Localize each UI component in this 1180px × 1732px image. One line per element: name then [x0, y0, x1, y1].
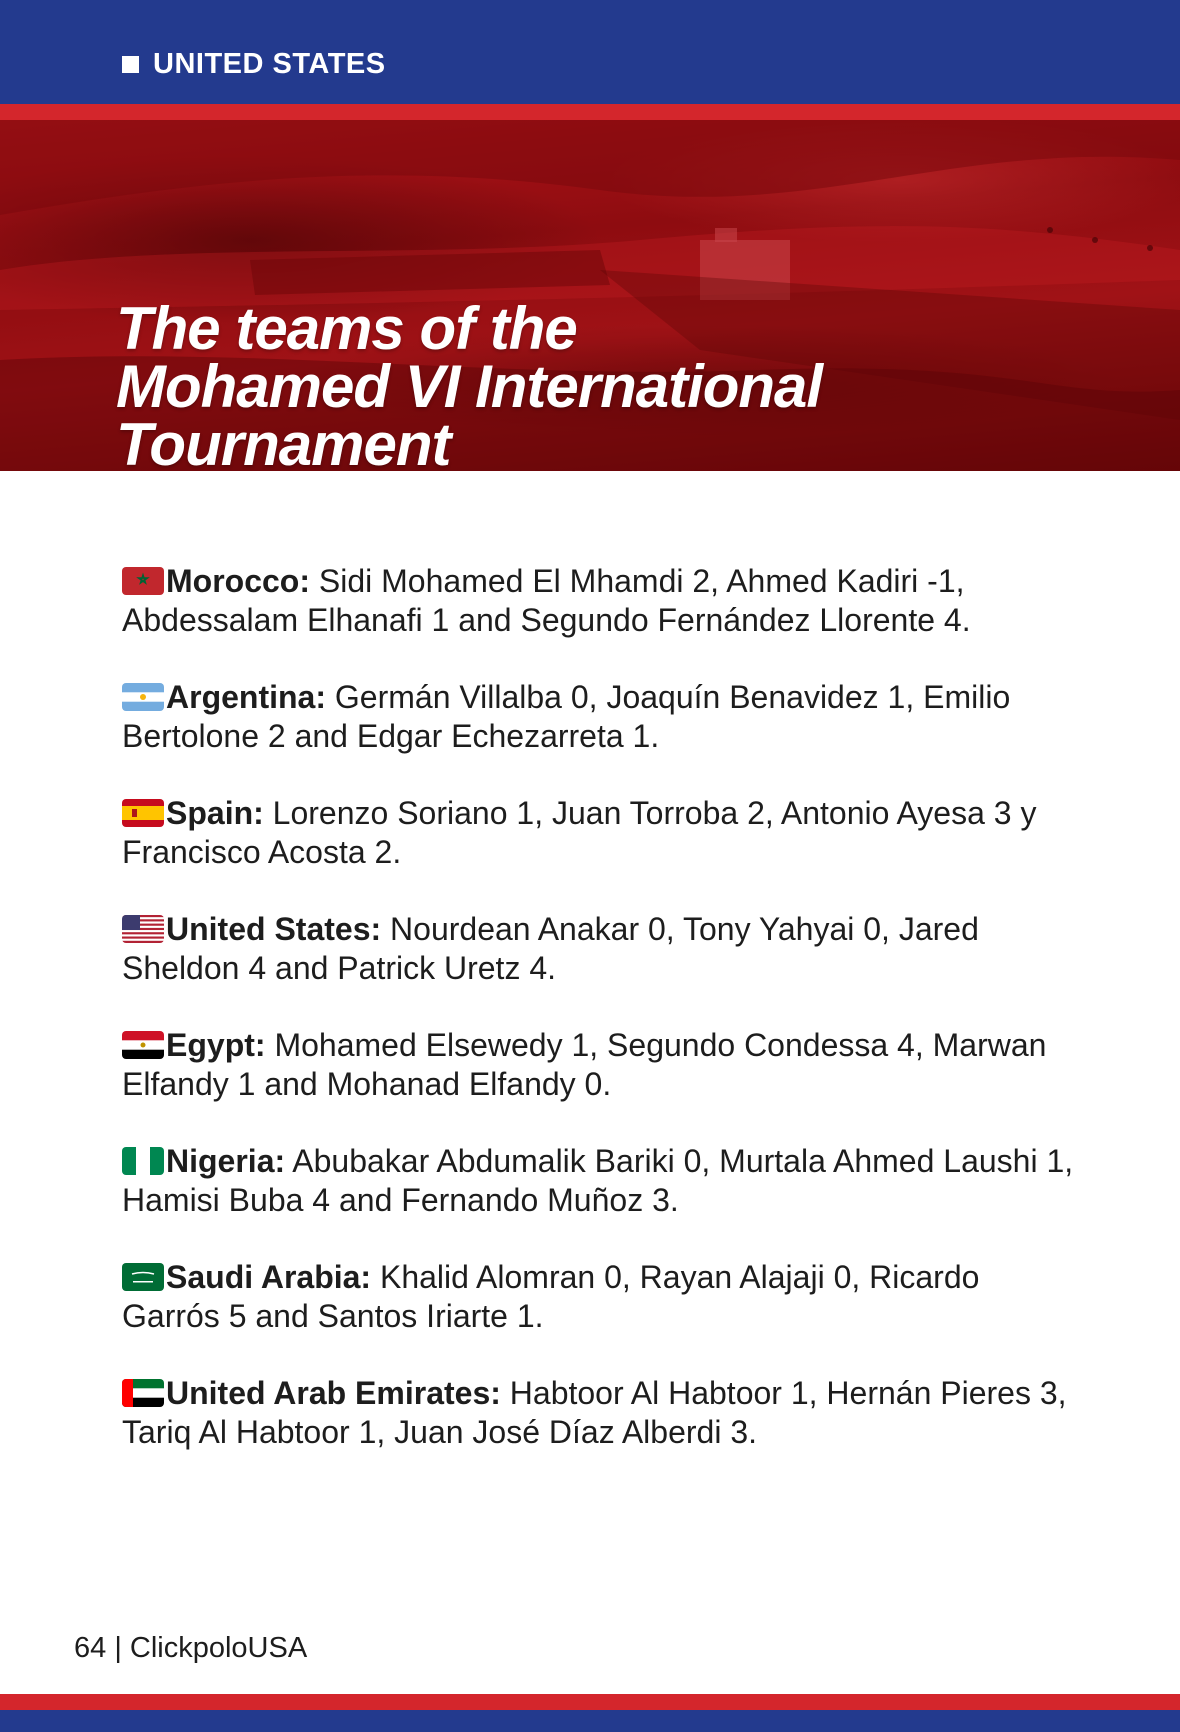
- argentina-flag-icon: [122, 683, 164, 711]
- bottom-footer-band: [0, 1710, 1180, 1732]
- team-entry: [122, 562, 1082, 640]
- player-list: Habtoor Al Habtoor 1, Hernán Pieres 3, Tariq Al Habtoor 1, Juan José Díaz Alberdi 3.: [122, 1375, 1067, 1450]
- player-list: Nourdean Anakar 0, Tony Yahyai 0, Jared Sheldon 4 and Patrick Uretz 4.: [122, 911, 979, 986]
- country-name: Morocco:: [166, 563, 310, 599]
- uae-flag-icon: [122, 1379, 164, 1407]
- red-divider-stripe: [0, 104, 1180, 120]
- player-list: Mohamed Elsewedy 1, Segundo Condessa 4, Marwan Elfandy 1 and Mohanad Elfandy 0.: [122, 1027, 1047, 1102]
- hero-banner: [0, 120, 1180, 471]
- team-entry: [122, 1026, 1082, 1104]
- team-entry: [122, 1374, 1082, 1452]
- team-entry: [122, 678, 1082, 756]
- usa-flag-icon: [122, 915, 164, 943]
- section-label-text: UNITED STATES: [153, 48, 386, 80]
- hero-title-line: Tournament: [116, 411, 451, 471]
- team-list: [122, 562, 1082, 1490]
- country-name: Argentina:: [166, 679, 326, 715]
- section-label: [122, 48, 386, 81]
- team-entry: [122, 794, 1082, 872]
- egypt-flag-icon: [122, 1031, 164, 1059]
- hero-title-line: The teams of the: [116, 295, 577, 362]
- country-name: Nigeria:: [166, 1143, 286, 1179]
- hero-title-line: Mohamed VI International: [116, 353, 823, 420]
- player-list: Sidi Mohamed El Mhamdi 2, Ahmed Kadiri -1, Abdessalam Elhanafi 1 and Segundo Fernández Llorente 4.: [122, 563, 971, 638]
- country-name: United Arab Emirates:: [166, 1375, 501, 1411]
- nigeria-flag-icon: [122, 1147, 164, 1175]
- square-bullet-icon: [122, 56, 139, 73]
- country-name: Spain:: [166, 795, 264, 831]
- country-name: Egypt:: [166, 1027, 266, 1063]
- saudi-arabia-flag-icon: [122, 1263, 164, 1291]
- page-footer: 64 | ClickpoloUSA: [74, 1632, 308, 1664]
- team-entry: [122, 1142, 1082, 1220]
- red-footer-stripe: [0, 1694, 1180, 1710]
- country-name: United States:: [166, 911, 382, 947]
- country-name: Saudi Arabia:: [166, 1259, 372, 1295]
- player-list: Germán Villalba 0, Joaquín Benavidez 1, Emilio Bertolone 2 and Edgar Echezarreta 1.: [122, 679, 1011, 754]
- spain-flag-icon: [122, 799, 164, 827]
- morocco-flag-icon: [122, 567, 164, 595]
- player-list: Khalid Alomran 0, Rayan Alajaji 0, Ricardo Garrós 5 and Santos Iriarte 1.: [122, 1259, 980, 1334]
- hero-title: [116, 295, 1116, 471]
- player-list: Lorenzo Soriano 1, Juan Torroba 2, Antonio Ayesa 3 y Francisco Acosta 2.: [122, 795, 1037, 870]
- player-list: Abubakar Abdumalik Bariki 0, Murtala Ahmed Laushi 1, Hamisi Buba 4 and Fernando Muñoz 3.: [122, 1143, 1074, 1218]
- team-entry: [122, 910, 1082, 988]
- team-entry: [122, 1258, 1082, 1336]
